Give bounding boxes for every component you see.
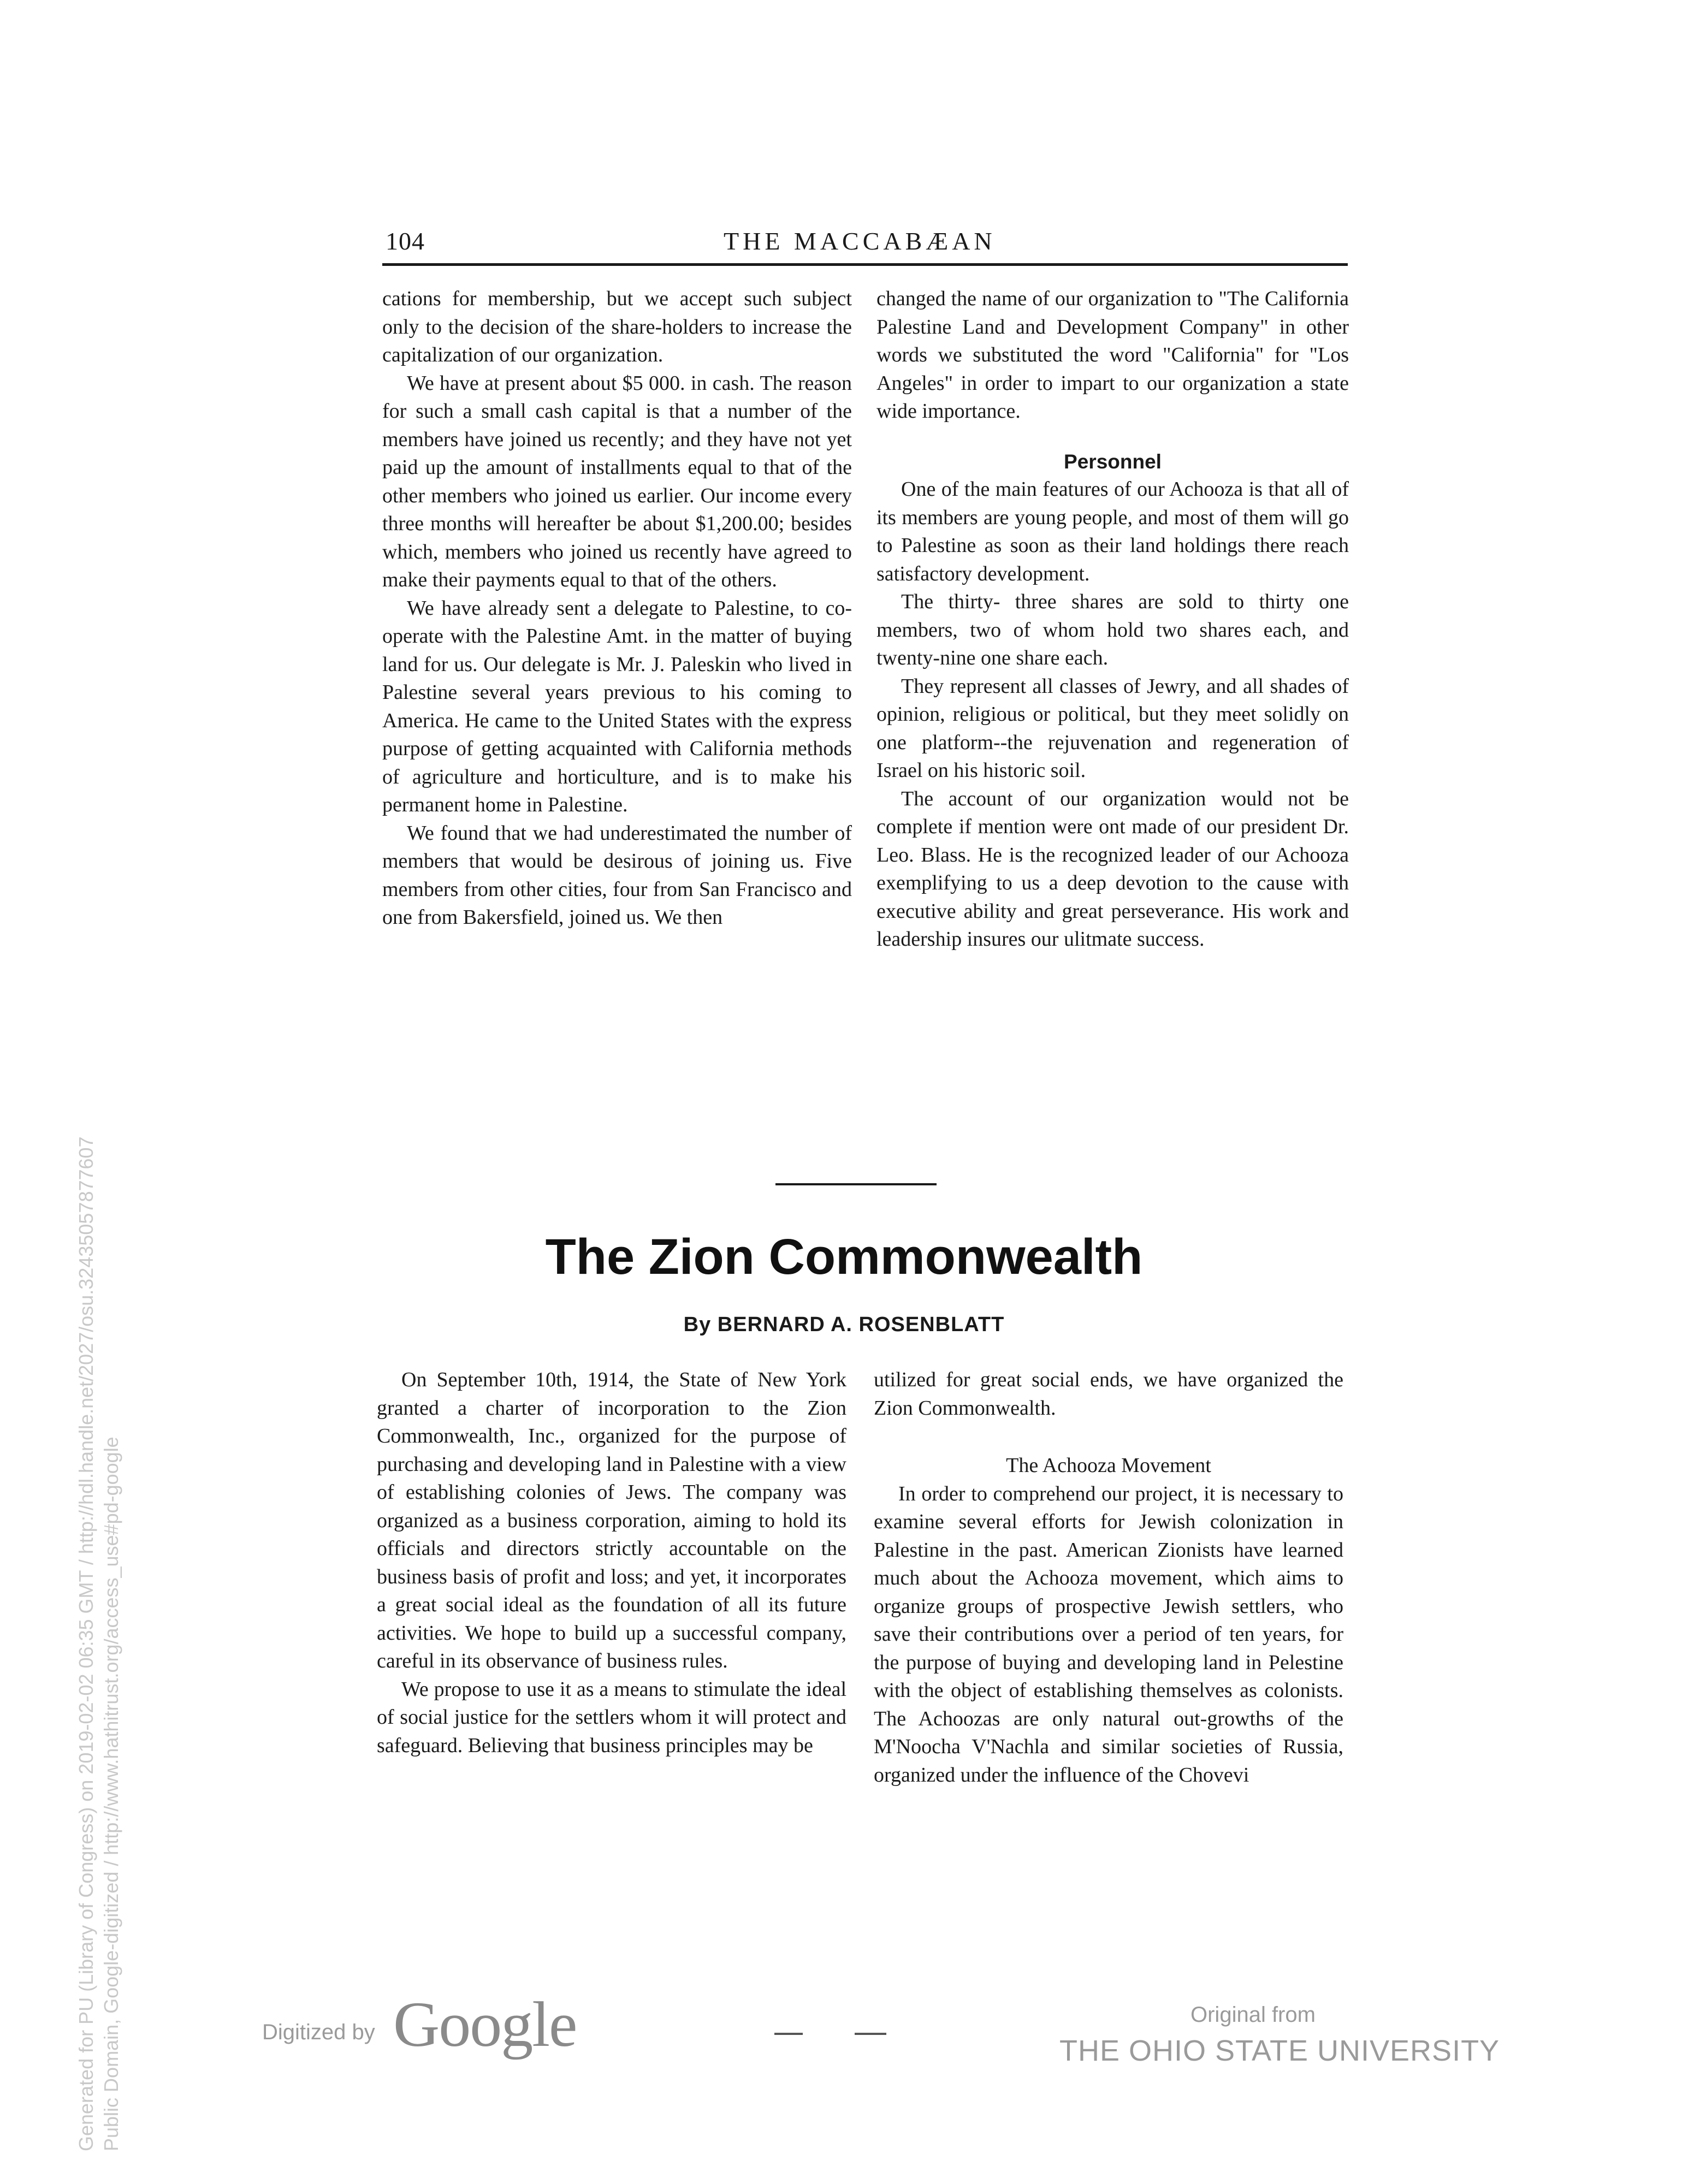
paragraph: We have at present about $5 000. in cash. The reason for such a small cash capital is that a number of the members have joined us recently; and they have not yet paid up the amount of installments equal to that of the other members who joined us earlier. Our income every three months will hereafter be about $1,200.00; besides which, members who joined us recently have agreed to make their payments equal to that of the others.	[382, 371, 852, 591]
paragraph: On September 10th, 1914, the State of New York granted a charter of incorporation to the Zion Commonwealth, Inc., organized for the purpose of purchasing and developing land in Palestine with a view of establishing colonies of Jews. The company was organized as a business corporation, aiming to hold its officials and directors strictly accountable on the business basis of profit and loss; and yet, it incorporates a great social ideal as the foundation of all its future activities. We hope to build up a successful company, careful in its observance of business rules.	[377, 1368, 846, 1672]
subheading-achooza-movement: The Achooza Movement	[1006, 1454, 1211, 1477]
footer-dash	[855, 2033, 886, 2035]
paragraph: changed the name of our organization to "The California Palestine Land and Development Company" in other words we substituted the word "California" for "Los Angeles" in order to impart to our organization a state wide importance.	[876, 287, 1349, 423]
watermark-line: Generated for PU (Library of Congress) on 2019-02-02 06:35 GMT / http://hdl.handle.net/2027/osu.32435057877607	[75, 1136, 97, 2151]
paragraph: One of the main features of our Achooza is that all of its members are young people, and most of them will go to Palestine as soon as their land holdings there reach satisfactory development.	[876, 478, 1349, 585]
paragraph: We propose to use it as a means to stimulate the ideal of social justice for the settlers whom it will protect and safeguard. Believing that business principles may be	[377, 1677, 846, 1757]
bottom-right-column	[874, 1366, 1343, 1789]
subheading-personnel: Personnel	[1064, 450, 1162, 473]
page-number: 104	[386, 227, 425, 255]
google-logo: Google	[393, 1989, 577, 2060]
article-title: The Zion Commonwealth	[545, 1229, 1143, 1285]
top-left-column	[382, 285, 852, 932]
watermark-line: Public Domain, Google-digitized / http://www.hathitrust.org/access_use#pd-google	[100, 1437, 122, 2151]
journal-title: THE MACCABÆAN	[724, 227, 996, 255]
article-byline: By BERNARD A. ROSENBLATT	[683, 1313, 1005, 1336]
university-label: THE OHIO STATE UNIVERSITY	[1059, 2034, 1500, 2067]
top-right-column	[876, 285, 1349, 954]
paragraph: cations for membership, but we accept such subject only to the decision of the share-holders to increase the capitalization of our organization.	[382, 287, 852, 366]
paragraph: They represent all classes of Jewry, and all shades of opinion, religious or political, but they meet solidly on one platform--the rejuvenation and regeneration of Israel on his historic soil.	[876, 674, 1349, 782]
digitized-by-label: Digitized by	[262, 2020, 375, 2044]
paragraph: We have already sent a delegate to Palestine, to co-operate with the Palestine Amt. in the matter of buying land for us. Our delegate is Mr. J. Paleskin who lived in Palestine several years previous to his coming to America. He came to the United States with the express purpose of getting acquainted with California methods of agriculture and horticulture, and is to make his permanent home in Palestine.	[382, 596, 852, 816]
paragraph: utilized for great social ends, we have organized the Zion Commonwealth.	[874, 1368, 1343, 1420]
paragraph: The account of our organization would not be complete if mention were ont made of our president Dr. Leo. Blass. He is the recognized leader of our Achooza exemplifying to us a deep devotion to the cause with executive ability and great perseverance. His work and leadership insures our ulitmate success.	[876, 787, 1349, 951]
header-rule	[382, 263, 1348, 266]
paragraph: In order to comprehend our project, it is necessary to examine several efforts for Jewish colonization in Palestine in the past. American Zionists have learned much about the Achooza movement, which aims to organize groups of prospective Jewish settlers, who save their contributions over a period of ten years, for the purpose of buying and developing land in Pelestine with the object of establishing themselves as colonists. The Achoozas are only natural out-growths of the M'Noocha V'Nachla and similar societies of Russia, organized under the influence of the Chovevi	[874, 1482, 1343, 1787]
access-watermark	[74, 1136, 124, 2151]
original-from-label: Original from	[1191, 2003, 1316, 2027]
paragraph: The thirty- three shares are sold to thirty one members, two of whom hold two shares each, and twenty-nine one share each.	[876, 590, 1349, 669]
bottom-left-column	[377, 1366, 846, 1760]
paragraph: We found that we had underestimated the number of members that would be desirous of joining us. Five members from other cities, four from San Francisco and one from Bakersfield, joined us. We then	[382, 821, 852, 929]
footer-dash	[774, 2033, 803, 2035]
section-divider	[775, 1183, 937, 1185]
